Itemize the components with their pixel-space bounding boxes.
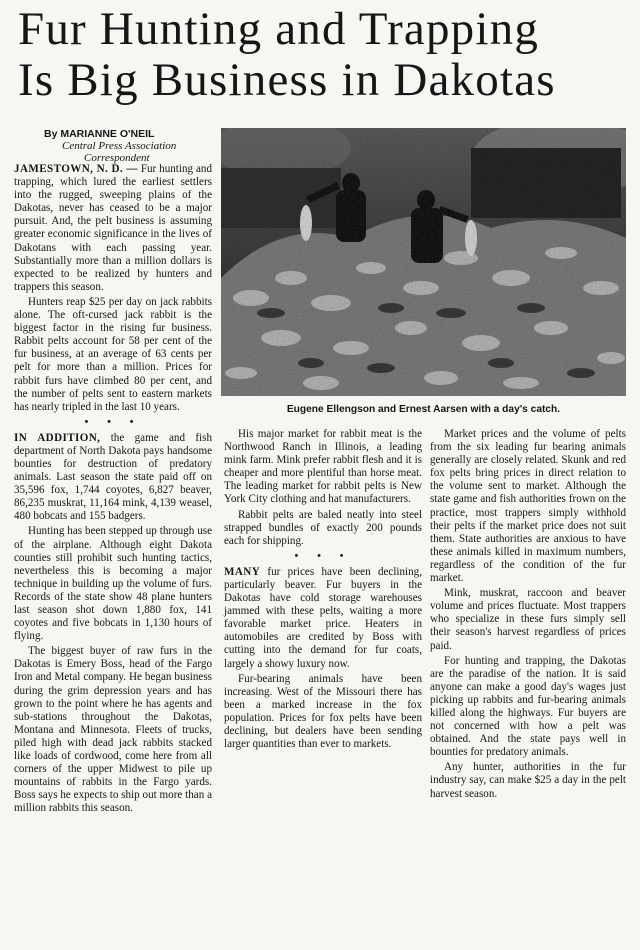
affiliation-line-1: Central Press Association xyxy=(62,140,177,152)
paragraph-9: Fur-bearing animals have been increasing. West of the Missouri there has been a marked increase in the fox population. Prices for fox pelts have been declining, but dealers have been sending larger quantities than ever to markets. xyxy=(224,672,422,751)
paragraph-8-text: fur prices have been declining, particularly beaver. Fur buyers in the Dakotas have cold storage warehouses jammed with these pelts, waiting a more favorable market price. Heaters in automobiles are credited by Boss with cutting into the demand for fur coats, largely a showy luxury now. xyxy=(224,565,422,670)
dateline: JAMESTOWN, N. D. — xyxy=(14,163,138,175)
paragraph-1-text: Fur hunting and trapping, which lured the earliest settlers into the rugged, sweeping plains of the Dakotas, never has ceased to be a major pursuit. And, the pelt business is assuming greater economic significance in the lives of Dakotans with each passing year. Substantially more than a million dollars is expected to be realized by hunters and trappers this season. xyxy=(14,163,212,293)
paragraph-13: Any hunter, authorities in the fur industry say, can make $25 a day in the pelt harvest season. xyxy=(430,761,626,800)
affiliation-line-2: Correspondent xyxy=(84,152,150,164)
article-column-1 xyxy=(14,163,212,818)
paragraph-7: Rabbit pelts are baled neatly into steel strapped bundles of exactly 200 pounds each for shipping. xyxy=(224,508,422,547)
photo-image xyxy=(221,128,626,396)
headline-line-1: Fur Hunting and Trapping xyxy=(18,3,540,55)
section-separator: • • • xyxy=(84,415,142,428)
paragraph-11: Mink, muskrat, raccoon and beaver volume and prices fluctuate. Most trappers who specialize in these furs simply sell their season's harvest regardless of prices paid. xyxy=(430,587,626,652)
article-column-3 xyxy=(430,428,626,803)
paragraph-5: The biggest buyer of raw furs in the Dakotas is Emery Boss, head of the Fargo Iron and Metal company. He began business during the grim depression years and has grown to the point where he has agents and sub-stations throughout the Dakotas, Montana and Minnesota. Fleets of trucks, piled high with dead jack rabbits stacked like loads of cordwood, come here from all corners of the upper Midwest to pile up mountains of rabbits in the Fargo yards. Boss says he expects to ship out more than a million rabbits this season. xyxy=(14,645,212,815)
paragraph-2: Hunters reap $25 per day on jack rabbits alone. The oft-cursed jack rabbit is the biggest factor in the rising fur business. Rabbit pelts account for 58 per cent of the fur business, at an average of 63 cents per pelt for more than a million. Prices for rabbit furs have climbed 80 per cent, and the number of pelts sent to eastern markets has nearly tripled in the last 10 years. xyxy=(14,295,212,413)
paragraph-10: Market prices and the volume of pelts from the six leading fur bearing animals generally are closely related. Skunk and red fox pelts bring prices in direct relation to the volume sent to market. Although the state game and fish authorities frown on the practice, most trappers simply withhold their pelts if the market price does not suit them. State authorities are anxious to have these animals killed in maximum numbers, regardless of the condition of the fur market. xyxy=(430,428,626,585)
news-photo xyxy=(221,128,626,396)
paragraph-1 xyxy=(14,163,212,294)
section-separator-2: • • • xyxy=(294,549,352,562)
photo-caption: Eugene Ellengson and Ernest Aarsen with a day's catch. xyxy=(286,404,561,415)
byline-block xyxy=(44,128,214,164)
paragraph-3-lead: IN ADDITION, xyxy=(14,431,101,444)
paragraph-6: His major market for rabbit meat is the Northwood Ranch in Illinois, a leading mink farm. Mink prefer rabbit flesh and it is cheaper and more plentiful than horse meat. The leading market for rabbit pelts is New York City clothing and hat manufacturers. xyxy=(224,428,422,506)
paragraph-3-text: the game and fish department of North Dakota pays handsome bounties for destruction of predatory animals. Last season the state paid off on 35,596 fox, 1,744 coyotes, 6,827 beaver, 86,235 muskrat, 11,164 mink, 4,139 weasel, 480 bobcats and 155 badgers. xyxy=(14,431,212,523)
paragraph-3 xyxy=(14,432,212,524)
headline-line-2: Is Big Business in Dakotas xyxy=(18,54,556,106)
paragraph-8 xyxy=(224,566,422,671)
paragraph-4: Hunting has been stepped up through use of the airplane. Although eight Dakota counties still prohibit such hunting tactics, nevertheless this is becoming a major technique in building up the volume of furs. Records of the state show 48 plane hunters last season shot down 1,880 fox, 141 coyotes and five bobcats in 1,130 hours of flying. xyxy=(14,525,212,643)
headline xyxy=(18,4,624,106)
paragraph-12: For hunting and trapping, the Dakotas are the paradise of the nation. It is said anyone can make a good day's wages just picking up rabbits and fur-bearing animals killed along the highways. Fur buyers are not concerned with how a pelt was obtained. And the state pays well in bounties for predatory animals. xyxy=(430,654,626,759)
paragraph-8-lead: MANY xyxy=(224,565,261,578)
byline: By MARIANNE O'NEIL xyxy=(44,128,155,140)
article-column-2 xyxy=(224,428,422,753)
